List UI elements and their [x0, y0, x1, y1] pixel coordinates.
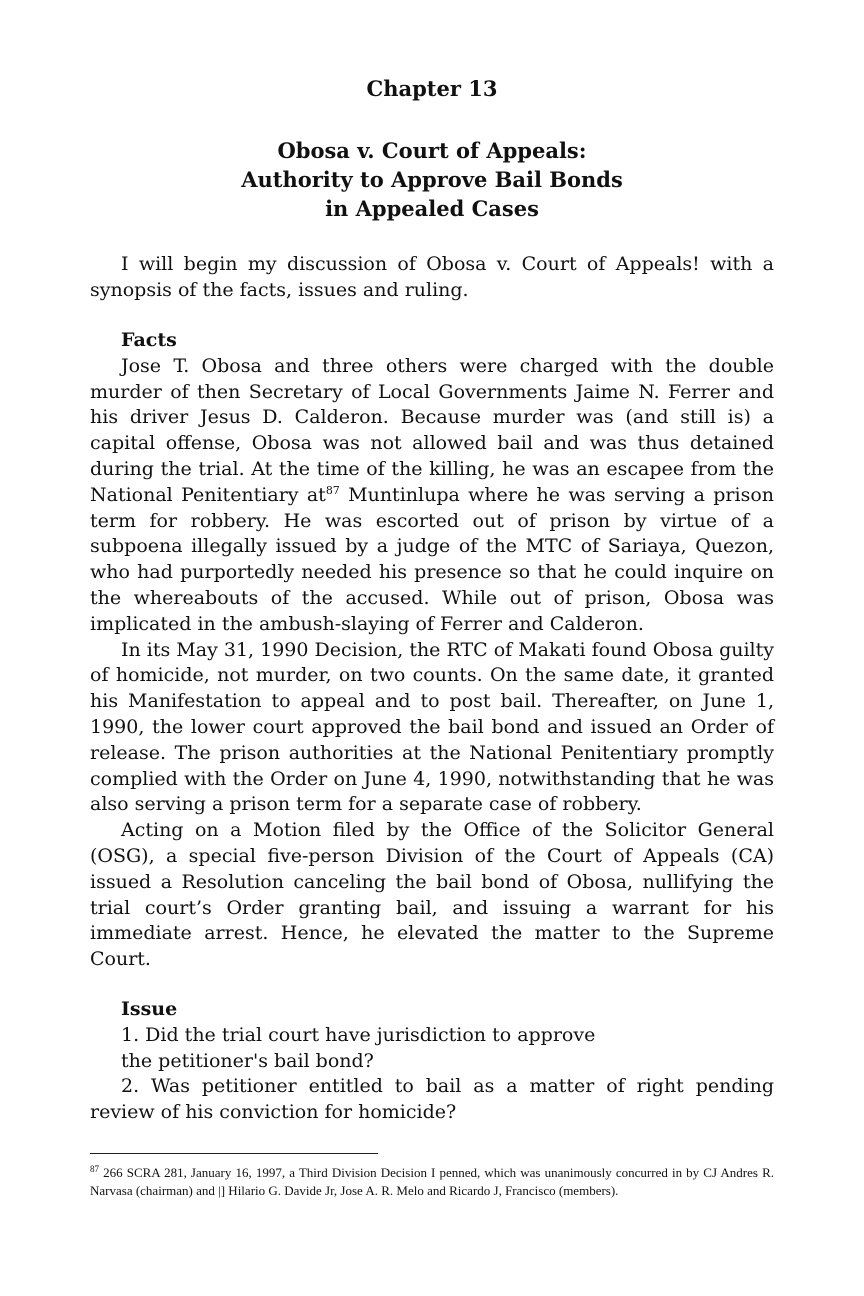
intro-paragraph: I will begin my discussion of Obosa v. Court of Appeals! with a synopsis of the facts, issues and ruling.	[90, 253, 774, 301]
facts-paragraph-1-text: Jose T. Obosa and three others were charged with the double murder of then Secretary of Local Governments Jaime N. Ferrer and his driver Jesus D. Calderon. Because murder was (and still is) a capital offense, Obosa was not allowed bail and was thus detained during the trial. At the time of the killing, he was an escapee from the National Penitentiary at	[90, 354, 774, 506]
issue-heading: Issue	[121, 998, 178, 1020]
footnote-divider	[90, 1153, 378, 1154]
facts-paragraph-1-text-cont: Muntinlupa where he was serving a prison term for robbery. He was escorted out of prison by virtue of a subpoena illegally issued by a judge of the MTC of Sariaya, Quezon, who had purportedly needed his presence so that he could inquire on the whereabouts of the accused. While out of prison, Obosa was implicated in the ambush-slaying of Ferrer and Calderon.	[90, 483, 774, 635]
issue-question-1-line-2: the petitioner's bail bond?	[121, 1049, 374, 1072]
footnote-reference[interactable]: 87	[325, 483, 340, 497]
footnote-text: 266 SCRA 281, January 16, 1997, a Third Division Decision I penned, which was unanimously concurred in by CJ Andres R. Narvasa (chairman) and |] Hilario G. Davide Jr, Jose A. R. Melo and Ricardo J, Francisco (members).	[90, 1165, 774, 1198]
footnote-marker: 87	[90, 1164, 99, 1174]
title-line-1: Obosa v. Court of Appeals:	[277, 138, 587, 163]
intro-section	[90, 252, 774, 304]
issue-question-2: 2. Was petitioner entitled to bail as a matter of right pending review of his conviction for homicide?	[90, 1075, 774, 1124]
title-line-2: Authority to Approve Bail Bonds	[241, 167, 623, 192]
facts-paragraph-2: In its May 31, 1990 Decision, the RTC of Makati found Obosa guilty of homicide, not murder, on two counts. On the same date, it granted his Manifestation to appeal and to post bail. Thereafter, on June 1, 1990, the lower court approved the bail bond and issued an Order of release. The prison authorities at the National Penitentiary promptly complied with the Order on June 4, 1990, notwithstanding that he was also serving a prison term for a separate case of robbery.	[90, 638, 774, 816]
issue-question-1-line-1: 1. Did the trial court have jurisdiction to approve	[121, 1023, 596, 1046]
chapter-title	[0, 136, 864, 223]
title-line-3: in Appealed Cases	[325, 196, 539, 221]
issue-section	[90, 997, 774, 1126]
chapter-heading: Chapter 13	[366, 76, 498, 101]
footnote	[90, 1164, 774, 1199]
facts-paragraph-3: Acting on a Motion filed by the Office of the Solicitor General (OSG), a special five-person Division of the Court of Appeals (CA) issued a Resolution canceling the bail bond of Obosa, nullifying the trial court’s Order granting bail, and issuing a warrant for his immediate arrest. Hence, he elevated the matter to the Supreme Court.	[90, 819, 774, 971]
facts-heading: Facts	[121, 329, 177, 351]
facts-section	[90, 328, 774, 973]
facts-paragraph-1	[90, 354, 774, 638]
